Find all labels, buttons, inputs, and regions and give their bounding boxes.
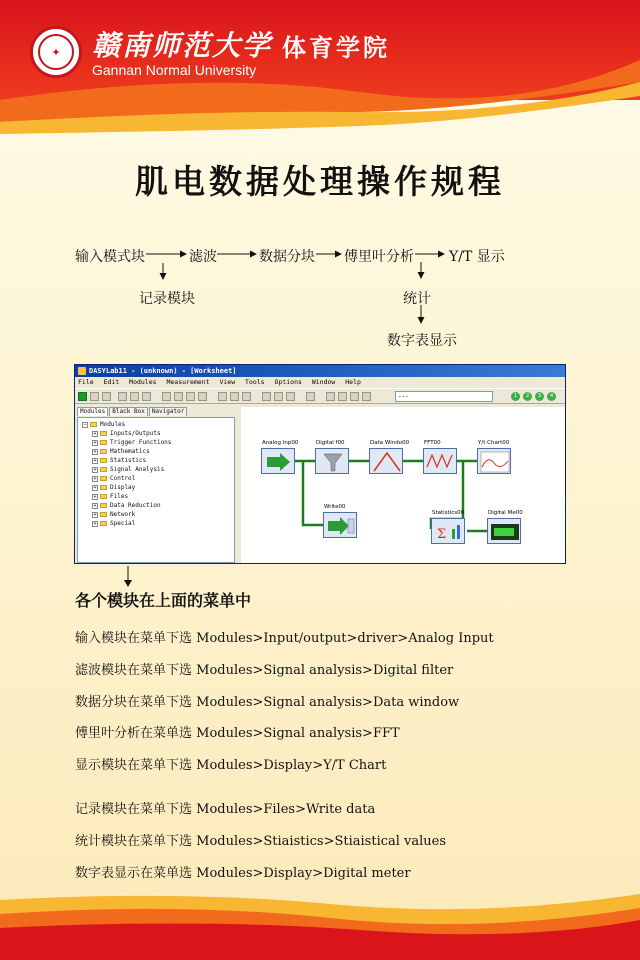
dasylab-screenshot [74, 364, 566, 564]
print-icon[interactable] [306, 392, 315, 401]
tree-item-label: Data Reduction [110, 502, 161, 509]
instruction-line: 统计模块在菜单下选 Modules>Stiaistics>Stiaistical values [75, 834, 447, 849]
module-label: Write00 [324, 504, 346, 510]
menu-window[interactable]: Window [311, 378, 336, 386]
module-tree [77, 417, 235, 563]
tree-item-label: Files [110, 493, 129, 500]
expand-icon[interactable]: + [93, 520, 97, 527]
new-icon[interactable] [118, 392, 127, 401]
module-digital-filter[interactable] [315, 440, 349, 474]
menu-measurement[interactable]: Measurement [166, 378, 210, 386]
panel-tabs [77, 407, 188, 417]
tree-item[interactable] [82, 447, 234, 456]
menu-file[interactable]: File [78, 378, 94, 386]
data-window-icon [370, 449, 404, 475]
tree-item[interactable] [82, 438, 234, 447]
hand-icon[interactable] [162, 392, 171, 401]
folder-icon [100, 440, 107, 445]
process-flow-diagram [0, 236, 640, 356]
svg-text:Σ: Σ [437, 527, 447, 542]
section-title: 各个模块在上面的菜单中 [75, 591, 252, 610]
tree-item-label: Control [110, 475, 136, 482]
layer-icon[interactable] [338, 392, 347, 401]
tree-item-label: Network [110, 511, 136, 518]
expand-icon[interactable]: + [93, 502, 97, 509]
digital-meter-icon [488, 519, 522, 545]
menu-help[interactable]: Help [345, 378, 361, 386]
open-icon[interactable] [130, 392, 139, 401]
expand-icon[interactable]: + [93, 466, 97, 473]
circle-button-4[interactable]: 4 [547, 392, 556, 401]
expand-icon[interactable]: + [93, 430, 97, 437]
module-analog-input[interactable] [261, 440, 299, 474]
tree-item[interactable] [82, 456, 234, 465]
folder-icon [100, 485, 107, 490]
text-icon[interactable] [174, 392, 183, 401]
circle-button-3[interactable]: 3 [535, 392, 544, 401]
page-title: 肌电数据处理操作规程 [135, 162, 505, 201]
tree-item[interactable] [82, 510, 234, 519]
module-statistics[interactable] [431, 510, 465, 544]
expand-icon[interactable]: + [93, 484, 97, 491]
align-icon[interactable] [230, 392, 239, 401]
module-digital-meter[interactable] [487, 510, 523, 544]
group-icon[interactable] [242, 392, 251, 401]
tree-item-label: Mathematics [110, 448, 150, 455]
module-label: FFT00 [424, 440, 441, 446]
instruction-line: 输入模块在菜单下选 Modules>Input/output>driver>Analog Input [75, 631, 494, 646]
flow-node-stats: 统计 [403, 291, 431, 307]
grid-icon[interactable] [198, 392, 207, 401]
expand-icon[interactable]: + [93, 493, 97, 500]
college-name: 体育学院 [282, 34, 390, 62]
filter-icon [316, 449, 350, 475]
fft-icon [424, 449, 458, 475]
folder-icon [90, 422, 97, 427]
worksheet-canvas[interactable] [241, 407, 565, 563]
tree-item[interactable] [82, 519, 234, 528]
cut-icon[interactable] [262, 392, 271, 401]
dialog-icon[interactable] [362, 392, 371, 401]
module-label: Digital f00 [316, 440, 345, 446]
folder-icon [100, 458, 107, 463]
flow-node-record: 记录模块 [139, 291, 195, 307]
expand-icon[interactable]: + [93, 457, 97, 464]
instruction-line: 记录模块在菜单下选 Modules>Files>Write data [75, 802, 376, 817]
folder-icon [100, 431, 107, 436]
tree-item-label: Trigger Functions [110, 439, 172, 446]
circle-button-1[interactable]: 1 [511, 392, 520, 401]
expand-icon[interactable]: + [93, 511, 97, 518]
tree-item-label: Special [110, 520, 136, 527]
module-yt-chart[interactable] [477, 440, 511, 474]
module-label: Y/t Chart00 [478, 440, 510, 446]
tree-item-label: Signal Analysis [110, 466, 165, 473]
module-label: Digital Me00 [488, 510, 523, 516]
menu-tools[interactable]: Tools [245, 378, 265, 386]
stop-icon[interactable] [102, 392, 111, 401]
tree-item[interactable] [82, 501, 234, 510]
tree-item[interactable] [82, 492, 234, 501]
module-label: Analog Inp00 [262, 440, 299, 446]
expand-icon[interactable]: + [93, 439, 97, 446]
folder-icon [100, 494, 107, 499]
flow-node-yt: Y/T 显示 [449, 249, 505, 265]
instruction-line: 显示模块在菜单下选 Modules>Display>Y/T Chart [75, 758, 387, 773]
statistics-icon [432, 519, 466, 545]
header-banner [0, 0, 640, 140]
down-arrow [118, 566, 138, 588]
tree-root[interactable] [82, 420, 234, 429]
flow-node-input: 输入模式块 [75, 249, 145, 265]
expand-icon[interactable]: + [93, 475, 97, 482]
university-name-cn: 赣南师范大学 [92, 29, 273, 62]
layout-icon[interactable] [218, 392, 227, 401]
toolbar [75, 388, 565, 404]
flow-node-fft: 傅里叶分析 [344, 249, 414, 265]
flow-node-meter: 数字表显示 [387, 333, 457, 349]
module-label: Data Windo00 [370, 440, 410, 446]
menu-options[interactable]: Options [274, 378, 302, 386]
copy-icon[interactable] [274, 392, 283, 401]
folder-icon [100, 512, 107, 517]
tree-item-label: Inputs/Outputs [110, 430, 161, 437]
window-title: DASYLab11 - (unknown) - [Worksheet] [89, 367, 237, 375]
analog-input-icon [262, 449, 296, 475]
seal-inner-ring: ✦ [38, 34, 74, 70]
folder-icon [100, 449, 107, 454]
tree-item-label: Display [110, 484, 136, 491]
toolbar-select[interactable]: --- [395, 391, 493, 402]
folder-icon [100, 521, 107, 526]
tree-item-label: Statistics [110, 457, 147, 464]
expand-icon[interactable]: + [93, 448, 97, 455]
pause-icon[interactable] [90, 392, 99, 401]
collapse-icon[interactable]: − [83, 421, 87, 428]
tree-item[interactable] [82, 483, 234, 492]
module-write[interactable] [323, 504, 357, 538]
save-icon[interactable] [142, 392, 151, 401]
app-titlebar [75, 365, 565, 377]
tree-root-label: Modules [100, 421, 126, 428]
chart-icon [478, 449, 512, 475]
module-data-window[interactable] [369, 440, 410, 474]
folder-icon [100, 503, 107, 508]
paste-icon[interactable] [286, 392, 295, 401]
folder-icon [100, 476, 107, 481]
tab-black-box[interactable]: Black Box [109, 407, 148, 416]
instruction-line: 滤波模块在菜单下选 Modules>Signal analysis>Digital filter [75, 663, 454, 678]
tab-modules[interactable]: Modules [77, 407, 108, 416]
instruction-line: 数据分块在菜单下选 Modules>Signal analysis>Data window [75, 695, 460, 710]
folder-icon [100, 467, 107, 472]
menu-bar [75, 377, 565, 388]
instruction-line: 数字表显示在菜单选 Modules>Display>Digital meter [75, 866, 411, 881]
menu-modules[interactable]: Modules [129, 378, 157, 386]
folder-icon[interactable] [186, 392, 195, 401]
tab-navigator[interactable]: Navigator [149, 407, 188, 416]
footer-waves [0, 880, 640, 960]
instruction-line: 傅里叶分析在菜单选 Modules>Signal analysis>FFT [75, 726, 400, 741]
window-icon[interactable] [326, 392, 335, 401]
tree-item[interactable] [82, 429, 234, 438]
flow-node-filter: 滤波 [189, 249, 217, 265]
write-icon [324, 513, 358, 539]
module-fft[interactable] [423, 440, 457, 474]
circle-button-2[interactable]: 2 [523, 392, 532, 401]
export-icon[interactable] [350, 392, 359, 401]
menu-edit[interactable]: Edit [103, 378, 120, 386]
flow-node-window: 数据分块 [259, 249, 315, 265]
app-icon [78, 367, 86, 375]
menu-view[interactable]: View [219, 378, 236, 386]
module-label: Statistics00 [432, 510, 465, 516]
university-seal-icon [30, 26, 82, 78]
university-name-en: Gannan Normal University [92, 62, 257, 78]
tree-item[interactable] [82, 465, 234, 474]
play-icon[interactable] [78, 392, 87, 401]
tree-item[interactable] [82, 474, 234, 483]
